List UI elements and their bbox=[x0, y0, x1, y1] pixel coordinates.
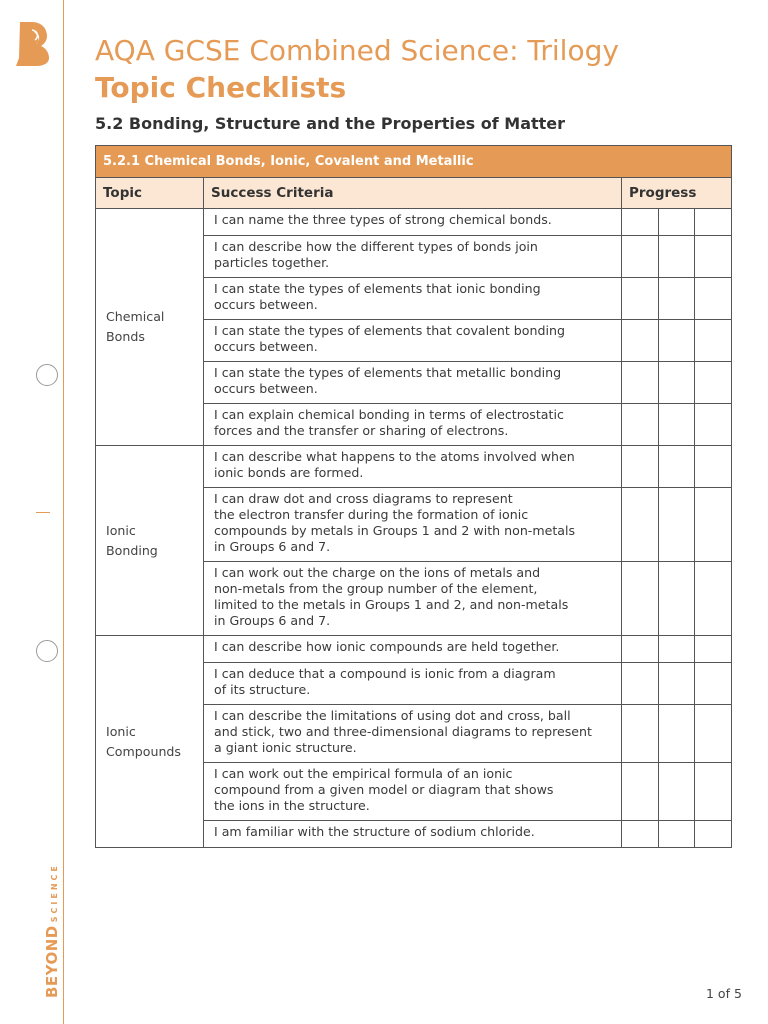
topic-cell bbox=[96, 636, 204, 848]
progress-checkbox[interactable] bbox=[695, 636, 732, 663]
progress-checkbox[interactable] bbox=[695, 209, 732, 236]
criterion-line: in Groups 6 and 7. bbox=[214, 613, 331, 628]
section-title: 5.2 Bonding, Structure and the Properties of Matter bbox=[95, 114, 566, 133]
criterion-line: I can work out the charge on the ions of metals and bbox=[214, 565, 541, 580]
topic-label: Chemical bbox=[106, 309, 165, 324]
progress-checkbox[interactable] bbox=[695, 562, 732, 636]
success-criterion bbox=[204, 763, 622, 821]
progress-checkbox[interactable] bbox=[622, 404, 659, 446]
document-title: AQA GCSE Combined Science: Trilogy bbox=[95, 34, 619, 67]
success-criterion bbox=[204, 209, 622, 236]
criterion-line: in Groups 6 and 7. bbox=[214, 539, 331, 554]
progress-checkbox[interactable] bbox=[659, 821, 695, 848]
progress-checkbox[interactable] bbox=[659, 236, 695, 278]
criterion-line: I am familiar with the structure of sodium chloride. bbox=[214, 824, 535, 839]
progress-checkbox[interactable] bbox=[659, 320, 695, 362]
progress-checkbox[interactable] bbox=[659, 446, 695, 488]
criterion-line: and stick, two and three-dimensional diagrams to represent bbox=[214, 724, 592, 739]
criterion-line: I can explain chemical bonding in terms of electrostatic bbox=[214, 407, 564, 422]
beyond-logo-icon bbox=[14, 20, 50, 66]
criterion-line: I can describe what happens to the atoms involved when bbox=[214, 449, 575, 464]
criteria-row bbox=[96, 446, 732, 488]
criterion-line: I can name the three types of strong chemical bonds. bbox=[214, 212, 552, 227]
binder-hole-bottom bbox=[36, 640, 58, 662]
progress-checkbox[interactable] bbox=[695, 362, 732, 404]
success-criterion bbox=[204, 320, 622, 362]
criterion-line: occurs between. bbox=[214, 339, 318, 354]
success-criterion bbox=[204, 278, 622, 320]
success-criterion bbox=[204, 636, 622, 663]
criterion-line: occurs between. bbox=[214, 381, 318, 396]
progress-checkbox[interactable] bbox=[659, 663, 695, 705]
progress-checkbox[interactable] bbox=[659, 636, 695, 663]
success-criterion bbox=[204, 488, 622, 562]
criterion-line: I can describe how the different types of bonds join bbox=[214, 239, 538, 254]
page-number: 1 of 5 bbox=[706, 986, 742, 1001]
topic-label: Ionic bbox=[106, 522, 136, 538]
progress-checkbox[interactable] bbox=[622, 320, 659, 362]
progress-checkbox[interactable] bbox=[695, 663, 732, 705]
criterion-line: I can describe how ionic compounds are held together. bbox=[214, 639, 560, 654]
criterion-line: I can work out the empirical formula of an ionic bbox=[214, 766, 513, 781]
progress-checkbox[interactable] bbox=[622, 821, 659, 848]
criterion-line: the ions in the structure. bbox=[214, 798, 370, 813]
criterion-line: a giant ionic structure. bbox=[214, 740, 357, 755]
progress-checkbox[interactable] bbox=[695, 278, 732, 320]
criteria-row bbox=[96, 209, 732, 236]
section-heading: 5.2.1 Chemical Bonds, Ionic, Covalent and Metallic bbox=[96, 146, 732, 178]
criterion-line: limited to the metals in Groups 1 and 2, and non-metals bbox=[214, 597, 569, 612]
progress-checkbox[interactable] bbox=[659, 488, 695, 562]
criterion-line: of its structure. bbox=[214, 682, 311, 697]
progress-checkbox[interactable] bbox=[695, 320, 732, 362]
progress-checkbox[interactable] bbox=[622, 236, 659, 278]
progress-checkbox[interactable] bbox=[659, 763, 695, 821]
topic-cell bbox=[96, 446, 204, 636]
progress-checkbox[interactable] bbox=[695, 236, 732, 278]
progress-checkbox[interactable] bbox=[659, 209, 695, 236]
progress-checkbox[interactable] bbox=[622, 488, 659, 562]
progress-checkbox[interactable] bbox=[622, 562, 659, 636]
column-header-progress: Progress bbox=[622, 178, 732, 209]
progress-checkbox[interactable] bbox=[659, 362, 695, 404]
criterion-line: I can state the types of elements that covalent bonding bbox=[214, 323, 565, 338]
document-subtitle: Topic Checklists bbox=[95, 71, 347, 104]
criterion-line: non-metals from the group number of the element, bbox=[214, 581, 538, 596]
criterion-line: I can draw dot and cross diagrams to represent bbox=[214, 491, 513, 506]
criteria-row bbox=[96, 636, 732, 663]
topic-checklist-table bbox=[95, 145, 732, 848]
topic-label: Compounds bbox=[106, 743, 181, 759]
progress-checkbox[interactable] bbox=[622, 209, 659, 236]
column-header-topic: Topic bbox=[96, 178, 204, 209]
progress-checkbox[interactable] bbox=[622, 763, 659, 821]
criterion-line: compound from a given model or diagram that shows bbox=[214, 782, 554, 797]
criterion-line: forces and the transfer or sharing of electrons. bbox=[214, 423, 509, 438]
criterion-line: the electron transfer during the formation of ionic bbox=[214, 507, 529, 522]
progress-checkbox[interactable] bbox=[659, 562, 695, 636]
success-criterion bbox=[204, 663, 622, 705]
progress-checkbox[interactable] bbox=[622, 362, 659, 404]
success-criterion bbox=[204, 362, 622, 404]
margin-line bbox=[63, 0, 64, 1024]
success-criterion bbox=[204, 404, 622, 446]
progress-checkbox[interactable] bbox=[695, 404, 732, 446]
fold-mark bbox=[36, 512, 50, 513]
criterion-line: I can deduce that a compound is ionic from a diagram bbox=[214, 666, 556, 681]
brand-name: BEYOND bbox=[43, 925, 61, 998]
progress-checkbox[interactable] bbox=[622, 278, 659, 320]
criterion-line: ionic bonds are formed. bbox=[214, 465, 364, 480]
topic-label: Bonds bbox=[106, 329, 145, 344]
binder-hole-top bbox=[36, 364, 58, 386]
topic-cell bbox=[96, 209, 204, 446]
criterion-line: I can state the types of elements that ionic bonding bbox=[214, 281, 541, 296]
topic-label: Bonding bbox=[106, 542, 158, 558]
criterion-line: I can describe the limitations of using dot and cross, ball bbox=[214, 708, 571, 723]
section-heading-row bbox=[96, 146, 732, 178]
criterion-line: occurs between. bbox=[214, 297, 318, 312]
progress-checkbox[interactable] bbox=[695, 705, 732, 763]
column-header-row bbox=[96, 178, 732, 209]
progress-checkbox[interactable] bbox=[622, 446, 659, 488]
progress-checkbox[interactable] bbox=[659, 404, 695, 446]
criterion-line: particles together. bbox=[214, 255, 330, 270]
progress-checkbox[interactable] bbox=[659, 278, 695, 320]
progress-checkbox[interactable] bbox=[659, 705, 695, 763]
progress-checkbox[interactable] bbox=[622, 663, 659, 705]
success-criterion bbox=[204, 236, 622, 278]
progress-checkbox[interactable] bbox=[695, 488, 732, 562]
brand-tagline: SCIENCE bbox=[50, 863, 59, 923]
column-header-criteria: Success Criteria bbox=[204, 178, 622, 209]
success-criterion bbox=[204, 705, 622, 763]
progress-checkbox[interactable] bbox=[622, 705, 659, 763]
progress-checkbox[interactable] bbox=[622, 636, 659, 663]
topic-label: Ionic bbox=[106, 723, 136, 739]
progress-checkbox[interactable] bbox=[695, 446, 732, 488]
criterion-line: I can state the types of elements that metallic bonding bbox=[214, 365, 562, 380]
success-criterion bbox=[204, 821, 622, 848]
progress-checkbox[interactable] bbox=[695, 821, 732, 848]
success-criterion bbox=[204, 446, 622, 488]
success-criterion bbox=[204, 562, 622, 636]
progress-checkbox[interactable] bbox=[695, 763, 732, 821]
criterion-line: compounds by metals in Groups 1 and 2 with non-metals bbox=[214, 523, 576, 538]
